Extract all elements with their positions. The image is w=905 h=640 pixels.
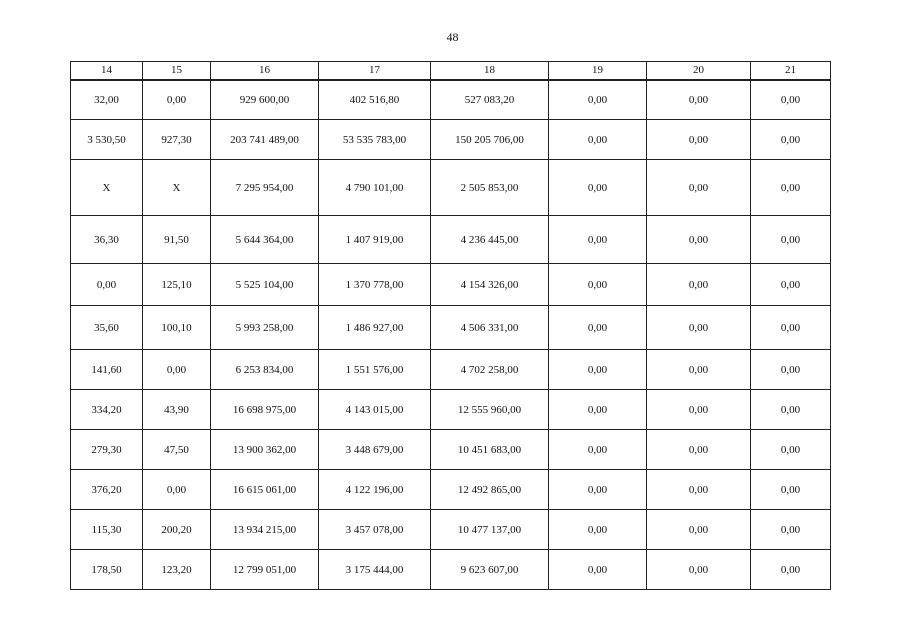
table-cell: 125,10 xyxy=(143,264,211,306)
table-cell: 12 492 865,00 xyxy=(431,470,549,510)
table-cell: 376,20 xyxy=(71,470,143,510)
table-row xyxy=(71,264,831,306)
table-cell: 53 535 783,00 xyxy=(319,120,431,160)
table-cell: X xyxy=(71,160,143,216)
table-cell: 12 555 960,00 xyxy=(431,390,549,430)
table-cell: 0,00 xyxy=(751,550,831,590)
table-cell: 0,00 xyxy=(549,350,647,390)
table-row xyxy=(71,160,831,216)
table-cell: 43,90 xyxy=(143,390,211,430)
table-cell: 0,00 xyxy=(751,264,831,306)
table-cell: 115,30 xyxy=(71,510,143,550)
table-cell: X xyxy=(143,160,211,216)
table-cell: 0,00 xyxy=(549,470,647,510)
table-cell: 0,00 xyxy=(549,390,647,430)
table-cell: 929 600,00 xyxy=(211,80,319,120)
table-row xyxy=(71,216,831,264)
table-cell: 279,30 xyxy=(71,430,143,470)
table-cell: 0,00 xyxy=(71,264,143,306)
table-cell: 10 477 137,00 xyxy=(431,510,549,550)
table-cell: 0,00 xyxy=(751,306,831,350)
table-cell: 0,00 xyxy=(647,120,751,160)
table-cell: 4 122 196,00 xyxy=(319,470,431,510)
table-cell: 0,00 xyxy=(647,350,751,390)
table-row xyxy=(71,390,831,430)
table-cell: 150 205 706,00 xyxy=(431,120,549,160)
table-row xyxy=(71,470,831,510)
table-cell: 32,00 xyxy=(71,80,143,120)
table-cell: 0,00 xyxy=(751,510,831,550)
table-cell: 927,30 xyxy=(143,120,211,160)
table-cell: 0,00 xyxy=(549,216,647,264)
table-cell: 3 448 679,00 xyxy=(319,430,431,470)
table-cell: 0,00 xyxy=(549,264,647,306)
table-cell: 91,50 xyxy=(143,216,211,264)
table-cell: 0,00 xyxy=(751,120,831,160)
table-cell: 4 143 015,00 xyxy=(319,390,431,430)
table-cell: 100,10 xyxy=(143,306,211,350)
table-cell: 0,00 xyxy=(647,470,751,510)
column-header-16: 16 xyxy=(211,62,319,80)
column-header-19: 19 xyxy=(549,62,647,80)
table-cell: 0,00 xyxy=(647,390,751,430)
table-cell: 0,00 xyxy=(751,80,831,120)
table-cell: 0,00 xyxy=(549,510,647,550)
table-cell: 36,30 xyxy=(71,216,143,264)
column-header-21: 21 xyxy=(751,62,831,80)
table-row xyxy=(71,550,831,590)
table-cell: 1 370 778,00 xyxy=(319,264,431,306)
table-cell: 0,00 xyxy=(549,550,647,590)
table-cell: 47,50 xyxy=(143,430,211,470)
table-cell: 5 525 104,00 xyxy=(211,264,319,306)
table-row xyxy=(71,120,831,160)
table-cell: 0,00 xyxy=(549,160,647,216)
table-cell: 402 516,80 xyxy=(319,80,431,120)
table-cell: 5 993 258,00 xyxy=(211,306,319,350)
table-cell: 12 799 051,00 xyxy=(211,550,319,590)
table-cell: 0,00 xyxy=(647,264,751,306)
table-cell: 178,50 xyxy=(71,550,143,590)
table-cell: 2 505 853,00 xyxy=(431,160,549,216)
table-cell: 0,00 xyxy=(647,80,751,120)
column-header-17: 17 xyxy=(319,62,431,80)
column-header-20: 20 xyxy=(647,62,751,80)
table-cell: 4 790 101,00 xyxy=(319,160,431,216)
table-cell: 10 451 683,00 xyxy=(431,430,549,470)
table-cell: 9 623 607,00 xyxy=(431,550,549,590)
table-cell: 1 407 919,00 xyxy=(319,216,431,264)
table-cell: 0,00 xyxy=(647,160,751,216)
table-cell: 35,60 xyxy=(71,306,143,350)
table-cell: 4 506 331,00 xyxy=(431,306,549,350)
table-row xyxy=(71,350,831,390)
table-cell: 7 295 954,00 xyxy=(211,160,319,216)
table-cell: 0,00 xyxy=(143,80,211,120)
table-cell: 141,60 xyxy=(71,350,143,390)
column-header-18: 18 xyxy=(431,62,549,80)
table-cell: 203 741 489,00 xyxy=(211,120,319,160)
table-cell: 0,00 xyxy=(647,216,751,264)
column-header-15: 15 xyxy=(143,62,211,80)
table-cell: 5 644 364,00 xyxy=(211,216,319,264)
table-cell: 334,20 xyxy=(71,390,143,430)
table-cell: 16 615 061,00 xyxy=(211,470,319,510)
column-header-14: 14 xyxy=(71,62,143,80)
table-cell: 4 154 326,00 xyxy=(431,264,549,306)
page-number: 48 xyxy=(446,30,459,44)
table-cell: 0,00 xyxy=(751,160,831,216)
table-cell: 3 175 444,00 xyxy=(319,550,431,590)
table-cell: 0,00 xyxy=(751,390,831,430)
table-cell: 0,00 xyxy=(549,80,647,120)
table-row xyxy=(71,80,831,120)
table-cell: 13 934 215,00 xyxy=(211,510,319,550)
table-cell: 200,20 xyxy=(143,510,211,550)
table-cell: 1 551 576,00 xyxy=(319,350,431,390)
table-cell: 0,00 xyxy=(751,350,831,390)
table-cell: 0,00 xyxy=(647,430,751,470)
table-cell: 0,00 xyxy=(549,430,647,470)
table-cell: 0,00 xyxy=(647,306,751,350)
table-row xyxy=(71,510,831,550)
table-cell: 0,00 xyxy=(751,470,831,510)
header-row xyxy=(71,62,831,80)
table-cell: 3 530,50 xyxy=(71,120,143,160)
table-cell: 0,00 xyxy=(647,510,751,550)
table-cell: 6 253 834,00 xyxy=(211,350,319,390)
table-cell: 0,00 xyxy=(143,350,211,390)
table-cell: 527 083,20 xyxy=(431,80,549,120)
table-cell: 16 698 975,00 xyxy=(211,390,319,430)
data-table xyxy=(70,61,831,590)
table-cell: 0,00 xyxy=(549,120,647,160)
table-row xyxy=(71,306,831,350)
table-cell: 0,00 xyxy=(751,216,831,264)
table-cell: 123,20 xyxy=(143,550,211,590)
table-cell: 0,00 xyxy=(549,306,647,350)
table-cell: 4 702 258,00 xyxy=(431,350,549,390)
table-cell: 4 236 445,00 xyxy=(431,216,549,264)
table-cell: 13 900 362,00 xyxy=(211,430,319,470)
table-cell: 0,00 xyxy=(751,430,831,470)
table-cell: 1 486 927,00 xyxy=(319,306,431,350)
table-cell: 0,00 xyxy=(647,550,751,590)
table-cell: 3 457 078,00 xyxy=(319,510,431,550)
table-cell: 0,00 xyxy=(143,470,211,510)
table-row xyxy=(71,430,831,470)
